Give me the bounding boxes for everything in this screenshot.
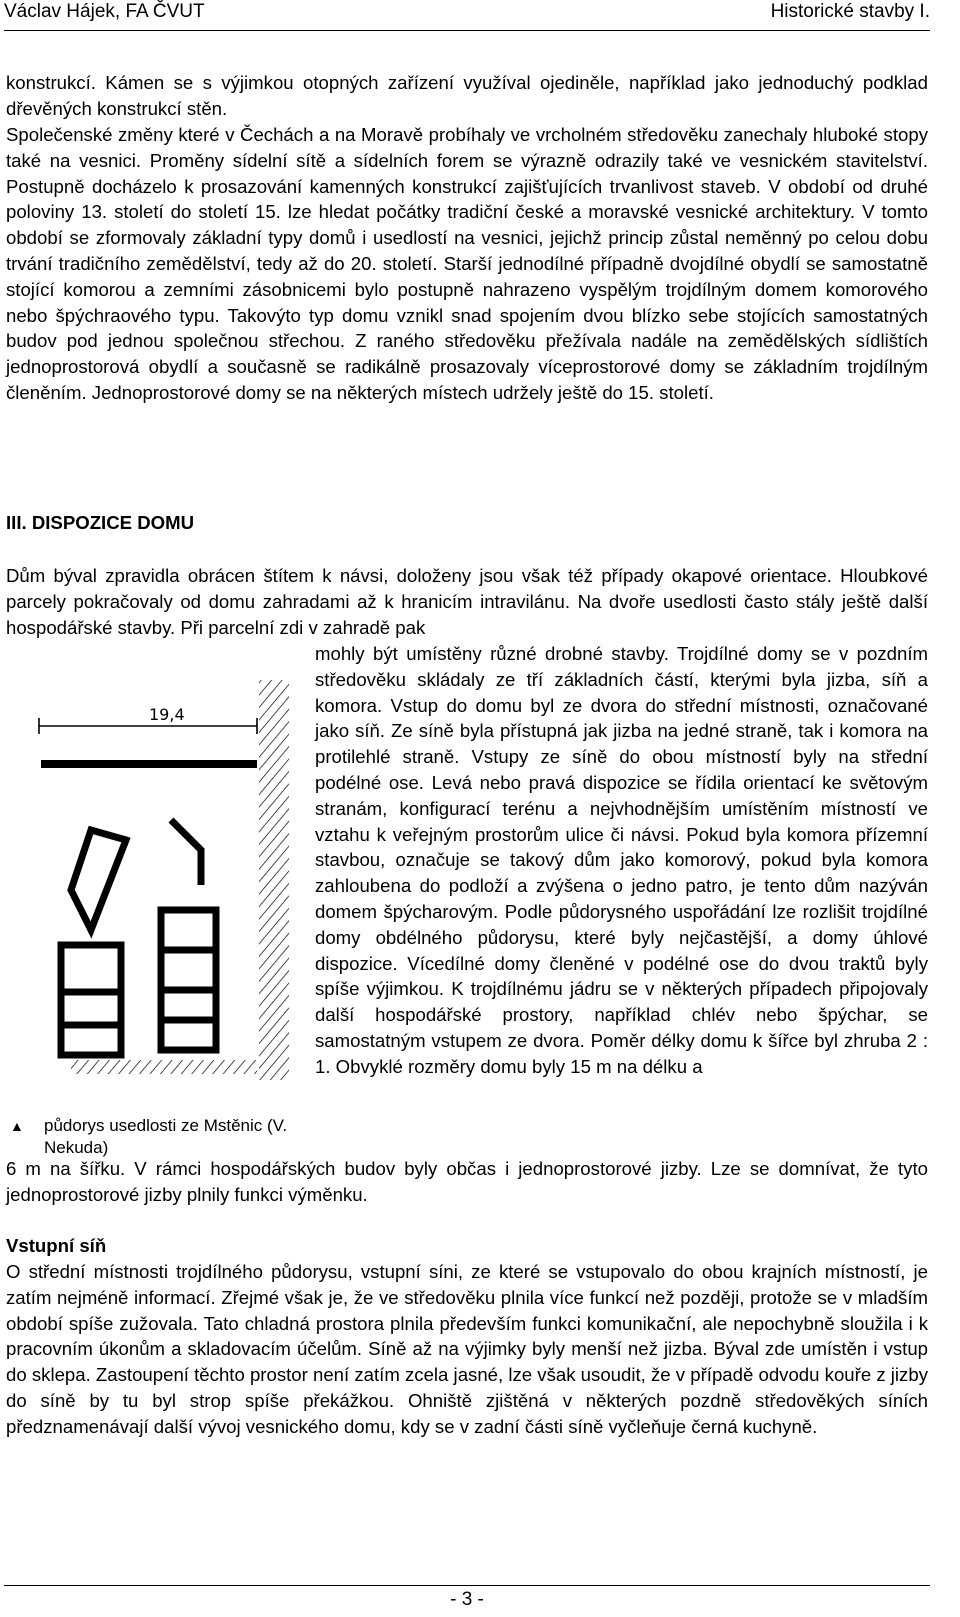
caption-marker-icon: ▲: [10, 1118, 24, 1134]
page-footer: [4, 1585, 930, 1616]
page-number: - 3 -: [450, 1589, 484, 1610]
page-header: [4, 0, 930, 31]
dimension-label: 19,4: [149, 705, 185, 724]
homestead-plan-figure: [6, 680, 306, 1160]
homestead-floor-plan-drawing: [31, 680, 301, 1080]
caption-text: půdorys usedlosti ze Mstěnic (V. Nekuda): [44, 1116, 288, 1157]
subheading-entrance-hall: Vstupní síň: [6, 1235, 107, 1256]
paragraph-intro: konstrukcí. Kámen se s výjimkou otopných zařízení využíval ojediněle, například jako jednoduchý podklad dřevěných konstrukcí stěn.: [6, 72, 928, 119]
paragraph-social-changes: Společenské změny které v Čechách a na Moravě probíhaly ve vrcholném středověku zanechaly hluboké stopy také na vesnici. Proměny sídelní sítě a sídelních forem se výrazně odrazily také ve vesnickém stavitelství. Postupně docházelo k prosazování kamenných konstrukcí zajišťujících trvanlivost staveb. V období od druhé poloviny 13. století do století 15. lze hledat počátky tradiční české a moravské vesnické architektury. V tomto období se zformovaly základní typy domů i usedlostí na vesnici, jejichž princip zůstal neměnný po celou dobu trvání tradičního zemědělství, tedy až do 20. století. Starší jednodílné případně dvojdílné obydlí se samostatně stojící komorou a zemními zásobnicemi bylo postupně nahrazeno vyspělým trojdílným domem komorového nebo špýchraového typu. Takovýto typ domu vznikl snad spojením dvou blízko sebe stojících samostatných budov pod jednou společnou střechou. Z raného středověku přežívala nadále na zemědělských sídlištích jednoprostorová obydlí a současně se radikálně prosazovaly víceprostorové domy se základním trojdílným členěním. Jednoprostorové domy se na některých místech udržely ještě do 15. století.: [6, 124, 928, 403]
paragraph-house-dimensions: 6 m na šířku. V rámci hospodářských budov byly občas i jednoprostorové jizby. Lze se domnívat, že tyto jednoprostorové jizby plnily funkci výměnku.: [6, 1158, 928, 1205]
header-author: Václav Hájek, FA ČVUT: [4, 1, 205, 22]
paragraph-entrance-hall: O střední místnosti trojdílného půdorysu, vstupní síni, ze které se vstupovalo do obou krajních místností, je zatím nejméně informací. Zřejmé však je, že ve středověku plnila více funkcí než později, protože se v mladším období spíše zužovala. Tato chladná prostora plnila především funkci komunikační, ale nepochybně sloužila i k pracovním úkonům a skladovacím účelům. Síně až na výjimky byly menší než jizba. Býval zde umístěn i vstup do sklepa. Zastoupení těchto prostor není zatím zcela jasné, lze však usoudit, že v případě odvodu kouře z jizby do síně by tu byl strop spíše překážkou. Ohniště zjištěná v některých pozdně středověkých síních předznamenávají další vývoj vesnického domu, kdy se v zadní části síně vyčleňuje černá kuchyně.: [6, 1261, 928, 1437]
header-course: Historické stavby I.: [770, 1, 930, 22]
paragraph-house-layout: mohly být umístěny různé drobné stavby. Trojdílné domy se v pozdním středověku skládaly ze tří základních částí, kterými byla jizba, síň a komora. Vstup do domu byl ze dvora do střední místnosti, označované jako síň. Ze síně byla přístupná jak jizba na jedné straně, tak i komora na protilehlé straně. Vstupy ze síně do obou místností byly na střední podélné ose. Levá nebo pravá dispozice se řídila orientací ke světovým stranám, konfigurací terénu a nejvhodnějším umístěním místností ve vztahu k veřejným prostorům ulice či návsi. Pokud byla komora přízemní stavbou, označuje se takový dům jako komorový, pokud byla komora zahloubena do podloží a zvýšena o jedno patro, je tento dům nazýván domem špýcharovým. Podle půdorysného uspořádání lze rozlišit trojdílné domy obdélného půdorysu, které byly nejčastější, a domy úhlové dispozice. Vícedílné domy členěné v podélné ose do dvou traktů byly spíše výjimkou. K trojdílnému jádru se v některých případech připojovaly další hospodářské prostory, například chlév nebo špýchar, se samostatným vstupem ze dvora. Poměr délky domu k šířce byl zhruba 2 : 1. Obvyklé rozměry domu byly 15 m na délku a: [315, 643, 928, 1077]
section-heading: III. DISPOZICE DOMU: [6, 512, 195, 533]
paragraph-house-orientation: Dům býval zpravidla obrácen štítem k návsi, doloženy jsou však též případy okapové orientace. Hloubkové parcely pokračovaly od domu zahradami až k hranicím intravilánu. Na dvoře usedlosti často stály ještě další hospodářské stavby. Při parcelní zdi v zahradě pak: [6, 565, 928, 638]
